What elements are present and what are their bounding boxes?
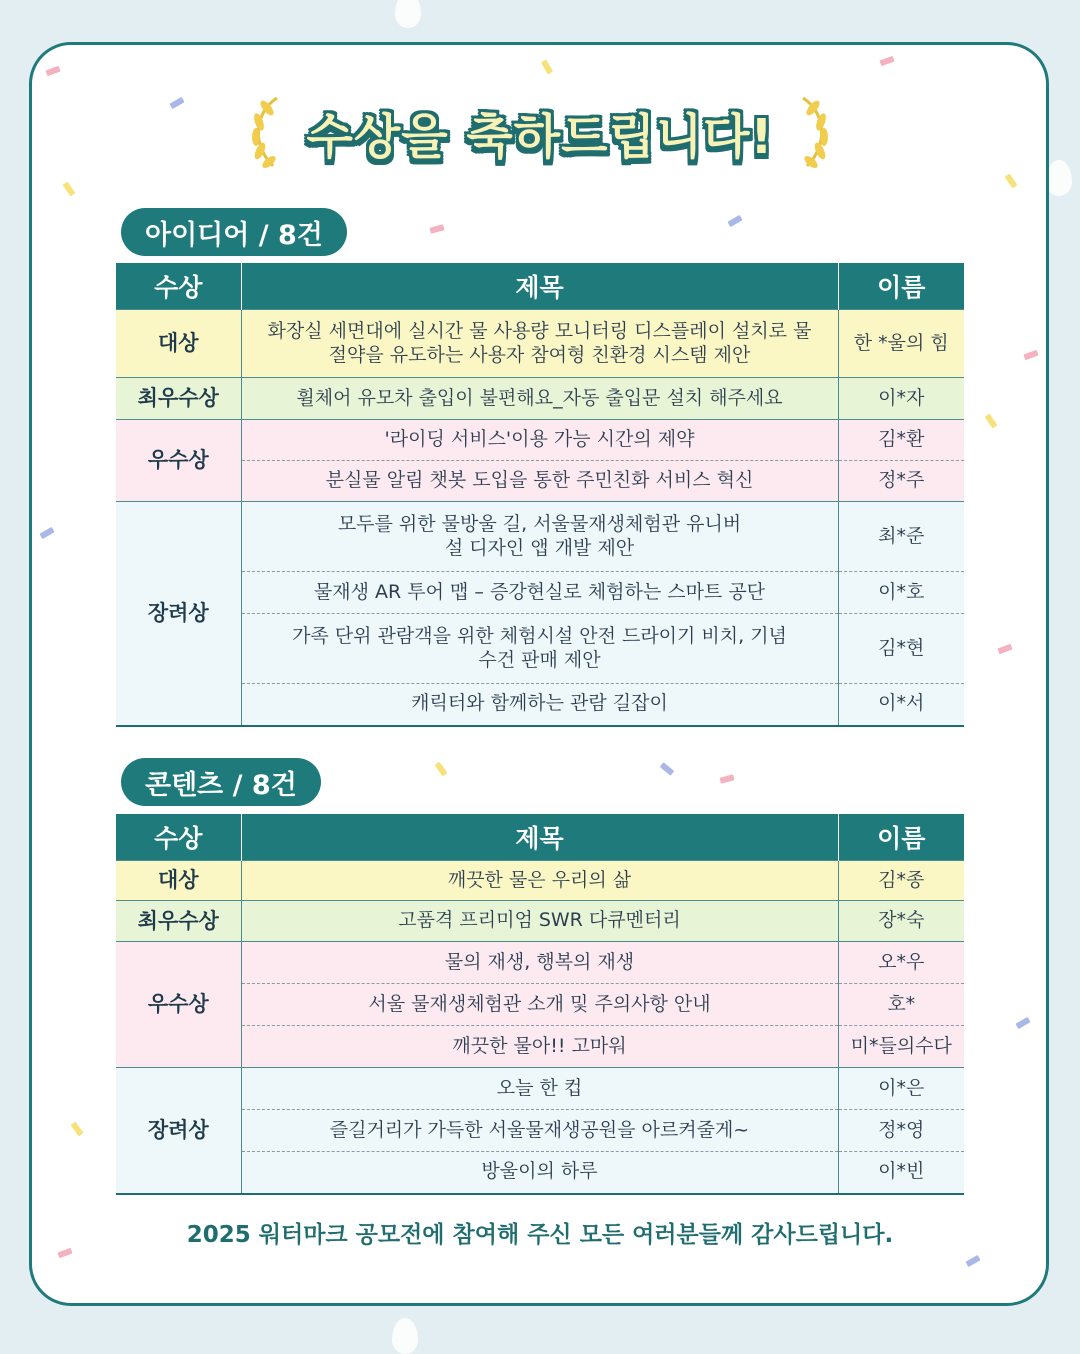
entry-title: 오늘 한 컵 [241,1068,838,1110]
column-header-award: 수상 [116,814,241,861]
winner-name: 장*숙 [838,901,964,942]
winner-name: 이*은 [838,1068,964,1110]
award-cell: 우수상 [116,942,241,1068]
water-drop-decoration [395,0,421,28]
winner-name: 정*주 [838,461,964,502]
winner-name: 미*들의수다 [838,1026,964,1068]
award-cell: 우수상 [116,420,241,502]
entry-title: 가족 단위 관람객을 위한 체험시설 안전 드라이기 비치, 기념 수건 판매 제안 [241,614,838,684]
winner-name: 이*서 [838,684,964,726]
winner-name: 김*종 [838,861,964,901]
column-header-name: 이름 [838,814,964,861]
column-header-name: 이름 [838,263,964,310]
section-label-contents: 콘텐츠 / 8건 [121,758,321,806]
winner-name: 이*빈 [838,1152,964,1194]
entry-title: 물재생 AR 투어 맵 – 증강현실로 체험하는 스마트 공단 [241,572,838,614]
entry-title: 서울 물재생체험관 소개 및 주의사항 안내 [241,984,838,1026]
table-row [116,984,964,1026]
award-cell: 장려상 [116,502,241,726]
column-header-award: 수상 [116,263,241,310]
table-row [116,1068,964,1110]
entry-title: 방울이의 하루 [241,1152,838,1194]
award-cell: 대상 [116,310,241,378]
laurel-right-icon [795,92,839,172]
award-cell: 대상 [116,861,241,901]
award-cell: 최우수상 [116,378,241,420]
entry-title: 캐릭터와 함께하는 관람 길잡이 [241,684,838,726]
winner-name: 이*호 [838,572,964,614]
winner-name: 김*환 [838,420,964,461]
table-row [116,942,964,984]
entry-title: 고품격 프리미엄 SWR 다큐멘터리 [241,901,838,942]
winner-name: 이*자 [838,378,964,420]
entry-title: 화장실 세면대에 실시간 물 사용량 모니터링 디스플레이 설치로 물 절약을 유도하는 사용자 참여형 친환경 시스템 제안 [241,310,838,378]
section-label-ideas: 아이디어 / 8건 [121,208,347,256]
award-cell: 장려상 [116,1068,241,1194]
column-header-title: 제목 [241,263,838,310]
winner-name: 오*우 [838,942,964,984]
winner-name: 최*준 [838,502,964,572]
entry-title: 물의 재생, 행복의 재생 [241,942,838,984]
winner-name: 한 *울의 힘 [838,310,964,378]
contents-table [116,814,964,1195]
winner-name: 김*현 [838,614,964,684]
entry-title: 깨끗한 물아!! 고마워 [241,1026,838,1068]
entry-title: 즐길거리가 가득한 서울물재생공원을 아르켜줄게~ [241,1110,838,1152]
table-row [116,1026,964,1068]
title-banner [0,92,1080,172]
table-row [116,901,964,942]
table-row [116,684,964,726]
water-drop-decoration [392,1318,418,1354]
laurel-left-icon [241,92,285,172]
table-row [116,614,964,684]
table-row [116,420,964,461]
award-cell: 최우수상 [116,901,241,942]
table-row [116,1110,964,1152]
table-row [116,378,964,420]
entry-title: 분실물 알림 챗봇 도입을 통한 주민친화 서비스 혁신 [241,461,838,502]
table-row [116,572,964,614]
entry-title: 모두를 위한 물방울 길, 서울물재생체험관 유니버설 디자인 앱 개발 제안 [241,502,838,572]
entry-title: '라이딩 서비스'이용 가능 시간의 제약 [241,420,838,461]
page-title: 수상을 축하드립니다! [306,108,774,165]
table-row [116,502,964,572]
winner-name: 호* [838,984,964,1026]
table-row [116,461,964,502]
ideas-table [116,263,964,727]
column-header-title: 제목 [241,814,838,861]
winner-name: 정*영 [838,1110,964,1152]
thank-you-message: 2025 워터마크 공모전에 참여해 주신 모든 여러분들께 감사드립니다. [186,1222,894,1248]
entry-title: 깨끗한 물은 우리의 삶 [241,861,838,901]
table-row [116,1152,964,1194]
table-row [116,861,964,901]
entry-title: 휠체어 유모차 출입이 불편해요_자동 출입문 설치 해주세요 [241,378,838,420]
table-row [116,310,964,378]
